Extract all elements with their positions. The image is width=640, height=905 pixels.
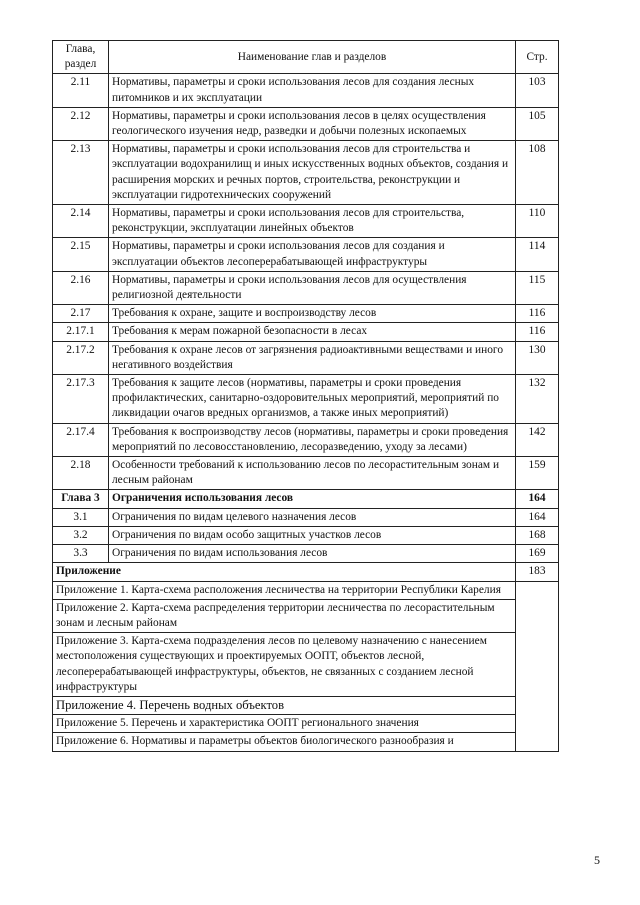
appendix-row: [53, 563, 559, 581]
toc-row: [53, 526, 559, 544]
header-chapter-section: Глава, раздел: [53, 41, 109, 74]
section-number: Глава 3: [53, 490, 109, 508]
section-number: 2.15: [53, 238, 109, 271]
header-page: Стр.: [516, 41, 559, 74]
section-page: 164: [516, 508, 559, 526]
appendix-title: Приложение: [53, 563, 516, 581]
toc-row: [53, 305, 559, 323]
toc-row: [53, 238, 559, 271]
appendix-item: Приложение 3. Карта-схема подразделения лесов по целевому назначению с нанесением местоположения существующих и проектируемых ООПТ, объектов лесной, лесоперерабатывающей инфраструктуры, объектов, не связанных с созданием лесной инфраструктуры: [53, 633, 516, 697]
section-title: Требования к воспроизводству лесов (нормативы, параметры и сроки проведения мероприятий по лесовосстановлению, лесоразведению, уходу за лесами): [109, 423, 516, 456]
section-title: Нормативы, параметры и сроки использования лесов для строительства и эксплуатации водохранилищ и иных искусственных водных объектов, создания и расширения морских и речных портов, строительства, реконструкции и эксплуатации гидротехнических сооружений: [109, 141, 516, 205]
section-number: 3.2: [53, 526, 109, 544]
appendix-item-row: [53, 715, 559, 733]
section-title: Требования к охране лесов от загрязнения радиоактивными веществами и иного негативного воздействия: [109, 341, 516, 374]
toc-row: [53, 508, 559, 526]
appendix-item: Приложение 6. Нормативы и параметры объектов биологического разнообразия и: [53, 733, 516, 751]
appendix-item: Приложение 1. Карта-схема расположения лесничества на территории Республики Карелия: [53, 581, 516, 599]
appendix-item-row: [53, 599, 559, 632]
section-number: 3.1: [53, 508, 109, 526]
appendix-item: Приложение 5. Перечень и характеристика ООПТ регионального значения: [53, 715, 516, 733]
header-chapter-titles: Наименование глав и разделов: [109, 41, 516, 74]
section-title: Нормативы, параметры и сроки использования лесов для создания и эксплуатации объектов лесоперерабатывающей инфраструктуры: [109, 238, 516, 271]
toc-row: [53, 323, 559, 341]
appendix-item-row: [53, 733, 559, 751]
toc-row: [53, 490, 559, 508]
page-number: 5: [594, 853, 600, 867]
toc-row: [53, 107, 559, 140]
appendix-item-row: [53, 696, 559, 714]
section-page: 132: [516, 375, 559, 424]
section-page: 168: [516, 526, 559, 544]
section-number: 2.14: [53, 205, 109, 238]
section-title: Ограничения по видам особо защитных участков лесов: [109, 526, 516, 544]
appendix-item: Приложение 2. Карта-схема распределения территории лесничества по лесорастительным зонам и лесным районам: [53, 599, 516, 632]
section-page: 103: [516, 74, 559, 107]
toc-row: [53, 457, 559, 490]
toc-row: [53, 341, 559, 374]
section-title: Требования к защите лесов (нормативы, параметры и сроки проведения профилактических, санитарно-оздоровительных мероприятий, мероприятий по ликвидации очагов вредных организмов, а также иных мероприятий): [109, 375, 516, 424]
section-number: 2.17.3: [53, 375, 109, 424]
table-of-contents: [52, 40, 559, 752]
section-title: Требования к охране, защите и воспроизводству лесов: [109, 305, 516, 323]
section-number: 2.12: [53, 107, 109, 140]
section-number: 2.17: [53, 305, 109, 323]
appendix-page: 183: [516, 563, 559, 581]
section-title: Ограничения использования лесов: [109, 490, 516, 508]
section-page: 114: [516, 238, 559, 271]
toc-row: [53, 271, 559, 304]
section-page: 116: [516, 305, 559, 323]
section-number: 2.11: [53, 74, 109, 107]
section-page: 116: [516, 323, 559, 341]
section-page: 164: [516, 490, 559, 508]
toc-row: [53, 545, 559, 563]
section-page: 130: [516, 341, 559, 374]
section-number: 2.17.4: [53, 423, 109, 456]
toc-row: [53, 205, 559, 238]
toc-row: [53, 375, 559, 424]
appendix-item: Приложение 4. Перечень водных объектов: [53, 696, 516, 714]
section-number: 2.17.2: [53, 341, 109, 374]
toc-row: [53, 141, 559, 205]
appendix-item-row: [53, 581, 559, 599]
section-page: 110: [516, 205, 559, 238]
section-title: Нормативы, параметры и сроки использования лесов для осуществления религиозной деятельности: [109, 271, 516, 304]
toc-row: [53, 423, 559, 456]
section-number: 2.13: [53, 141, 109, 205]
section-page: 115: [516, 271, 559, 304]
section-page: 108: [516, 141, 559, 205]
toc-body: [53, 74, 559, 751]
section-number: 3.3: [53, 545, 109, 563]
section-number: 2.17.1: [53, 323, 109, 341]
section-number: 2.18: [53, 457, 109, 490]
section-page: 142: [516, 423, 559, 456]
section-title: Особенности требований к использованию лесов по лесорастительным зонам и лесным районам: [109, 457, 516, 490]
section-title: Требования к мерам пожарной безопасности в лесах: [109, 323, 516, 341]
appendix-item-row: [53, 633, 559, 697]
section-page: 169: [516, 545, 559, 563]
section-title: Нормативы, параметры и сроки использования лесов для строительства, реконструкции, эксплуатации линейных объектов: [109, 205, 516, 238]
toc-row: [53, 74, 559, 107]
section-title: Ограничения по видам целевого назначения лесов: [109, 508, 516, 526]
section-page: 159: [516, 457, 559, 490]
toc-header-row: [53, 41, 559, 74]
section-title: Нормативы, параметры и сроки использования лесов для создания лесных питомников и их эксплуатации: [109, 74, 516, 107]
section-page: 105: [516, 107, 559, 140]
section-title: Нормативы, параметры и сроки использования лесов в целях осуществления геологического изучения недр, разведки и добычи полезных ископаемых: [109, 107, 516, 140]
section-number: 2.16: [53, 271, 109, 304]
appendix-page-cell: [516, 581, 559, 751]
section-title: Ограничения по видам использования лесов: [109, 545, 516, 563]
